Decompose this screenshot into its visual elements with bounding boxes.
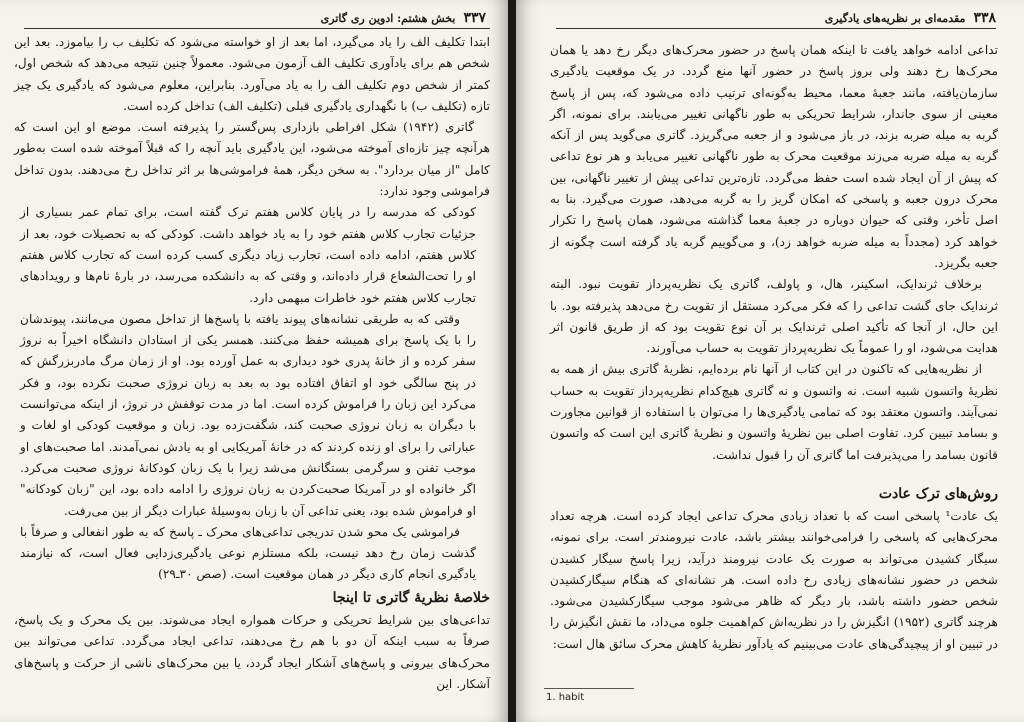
footnote: 1. habit [546,692,585,703]
left-running-header [16,8,486,28]
left-quote-1: کودکی که مدرسه را در پایان کلاس هفتم ترک گفته است، برای تمام عمر بسیاری از جزئیات تجارب کلاس هفتم خود را به یاد خواهد داشت. کودکی که به تحصیلات خود، بعد از کلاس هفتم، ادامه داده است، تجارب زیاد دیگری کسب کرده است که تجارب کلاس هفتم او را تحت‌الشعاع قرار داده‌اند، و وقتی که به دانشکده می‌رسد، در بارهٔ نام‌ها و رویدادهای تجارب کلاس هفتم خود خاطرات مبهمی دارد. [20,205,476,305]
right-paragraph-3: از نظریه‌هایی که تاکنون در این کتاب از آنها نام برده‌ایم، نظریهٔ گاتری بیش از همه به نظریهٔ واتسون شبیه است. نه واتسون و نه گاتری هیچ‌کدام نظریه‌پرداز تقویت به حساب نمی‌آیند. واتسون معتقد بود که تمامی یادگیری‌ها را می‌توان با استفاده از قوانین مجاورت و بسامد تبیین کرد. تفاوت اصلی بین نظریهٔ واتسون و نظریهٔ گاتری این است که واتسون قانون بسامد را می‌پذیرفت اما گاتری آن را قبول نداشت. [550,362,998,462]
right-paragraph-1: تداعی ادامه خواهد یافت تا اینکه همان پاسخ در حضور محرک‌های دیگر رخ دهد یا همان محرک‌ها رخ دهند ولی بروز پاسخ در حضور آنها منع گردد. در یک موقعیت یادگیری سازمان‌یافته، مانند جعبهٔ معما، محیط به‌گونه‌ای ترتیب داده می‌شود که، پس از پاسخ معینی از سوی جاندار، شرایط تحریکی به طور ناگهانی تغییر می‌یابند. برای نمونه، اگر گربه به میله ضربه بزند، در باز می‌شود و از جعبه می‌گریزد. گاتری می‌گوید پس از آنکه گربه به میله ضربه می‌زند موقعیت محرک به طور ناگهانی تغییر می‌یابد و هر نوع تداعی که پیش از آن ایجاد شده است حفظ می‌گردد. تازه‌ترین تداعی پیش از تغییر ناگهانی، بین محرک درون جعبه و پاسخی که امکان گریز را به گربه می‌دهد، صورت می‌گیرد. بنا به اصل تأخر، وقتی که حیوان دوباره در جعبهٔ معما گذاشته می‌شود، همان پاسخ را تکرار خواهد کرد (مجدداً به میله ضربه خواهد زد)، و می‌گوییم گربه یاد گرفته است چگونه از جعبه بگریزد. [550,43,998,270]
right-section-paragraph: یک عادت¹ پاسخی است که با تعداد زیادی محرک تداعی ایجاد کرده است. هرچه تعداد محرک‌هایی که پاسخی را فرامی‌خوانند بیشتر باشد، عادت نیرومندتر است. برای نمونه، سیگار کشیدن می‌تواند به صورت یک عادت نیرومند درآید، زیرا پاسخ سیگار کشیدن شخص در حضور نشانه‌های زیادی رخ داده است. هر نشانه‌ای که هنگام سیگارکشیدن شخص حضور داشته باشد، بار دیگر که ظاهر می‌شود موجب سیگارکشیدن می‌شود. هرچند گاتری (۱۹۵۲) انگیزش را در نظریه‌اش کم‌اهمیت جلوه می‌داد، ما نقش انگیزش را در تبیین او از پیچیدگی‌های عادت می‌بینیم که یادآور نظریهٔ کاهش محرک سائق هال است: [550,509,998,651]
left-page-number: ۳۳۷ [463,10,486,26]
left-page [0,0,508,722]
left-section-paragraph: تداعی‌های بین شرایط تحریکی و حرکات همواره ایجاد می‌شوند. بین یک محرک و یک پاسخ، صرفاً به سبب اینکه آن دو با هم رخ می‌دهند، تداعی ایجاد می‌گردد. تداعی می‌تواند بین محرک‌های بیرونی و پاسخ‌های آشکار ایجاد گردد، یا بین محرک‌های ناشی از حرکت و پاسخ‌های آشکار. این [14,613,490,691]
right-section-heading: روش‌های ترک عادت [878,486,998,502]
left-quote-3: فراموشی یک محو شدن تدریجی تداعی‌های محرک ـ پاسخ که به طور انفعالی و صرفاً با گذشت زمان رخ دهد نیست، بلکه مستلزم نوعی یادگیری‌زدایی فعال است، که نیازمند یادگیری انجام کاری دیگر در همان موقعیت است. (صص ۳۰ـ۲۹) [20,524,476,582]
left-quote-2: وقتی که به طریقی نشانه‌های پیوند یافته با پاسخ‌ها از تداخل مصون می‌مانند، پیوندشان را با یک پاسخ برای همیشه حفظ می‌کنند. همسر یکی از استادان دانشگاه اخیراً به نروژ سفر کرده و از خانهٔ پدری خود دیداری به عمل آورده بود. او از زمان مرگ مادربزرگش که در پنج سالگی خود او اتفاق افتاده بود به بعد به زبان نروژی صحبت نکرده بود، و فکر می‌کرد این زبان را فراموش کرده است. اما در مدت توقفش در نروژ، از اینکه می‌توانست با دیگران به زبان نروژی صحبت کند، شگفت‌زده بود. زبان و موقعیت کودکی او لغات و عباراتی را برای او زنده کردند که در خانهٔ آمریکایی او به یادش نمی‌آمدند. اما صحبت‌های او موجب تفنن و سرگرمی بستگانش می‌شد زیرا با یک زبان کودکانهٔ نروژی صحبت می‌کرد. اگر خانواده او در آمریکا صحبت‌کردن به زبان نروژی را ادامه داده بود، این "زبان کودکانه" او فراموش شده بود، یعنی تداعی آن با زبان به‌وسیلهٔ عبارات دیگر از بین می‌رفت. [20,311,476,518]
footnote-rule [544,688,634,689]
right-header-rule [556,28,996,29]
left-paragraph-2: گاتری (۱۹۴۲) شکل افراطی بازداری پس‌گستر را پذیرفته است. موضع او این است که هرآنچه چیز تازه‌ای آموخته می‌شود، این یادگیری باید آنچه را که قبلاً آموخته شده است به‌طور کامل "از میان بردارد". به سخن دیگر، همهٔ فراموشی‌ها بر اثر تداخل رخ می‌دهند. بدون تداخل فراموشی وجود ندارد: [14,120,490,199]
left-header-rule [24,28,490,29]
book-gutter [508,0,516,722]
right-body-text [550,40,998,466]
left-section-text [14,610,490,695]
left-header-title: بخش هشتم: ادوین ری گاتری [320,11,456,25]
left-body-text [14,32,490,586]
right-page-number: ۳۳۸ [973,10,996,26]
right-header-title: مقدمه‌ای بر نظریه‌های یادگیری [824,11,966,25]
left-paragraph-1: ابتدا تکلیف الف را یاد می‌گیرد، اما بعد از او خواسته می‌شود که تکلیف ب را بیاموزد. بعد این شخص هم برای یادآوری تکلیف الف آزمون می‌شود. معمولاً چنین نتیجه می‌دهد که شخص اول، کمتر از شخص دوم تکلیف الف را به یاد می‌آورد. بنابراین، معلوم می‌شود که یادگیری یک چیز تازه (تکلیف ب) با نگهداری یادگیری قبلی (تکلیف الف) تداخل کرده است. [14,35,490,113]
right-running-header [546,8,996,28]
right-page [516,0,1024,722]
right-section-text [550,506,998,655]
left-section-heading: خلاصهٔ نظریهٔ گاتری تا اینجا [332,590,490,606]
right-paragraph-2: برخلاف ثرندایک، اسکینر، هال، و پاولف، گاتری یک نظریه‌پرداز تقویت نبود. البته ثرندایک جای گشت تداعی را که فکر می‌کرد مستقل از تقویت رخ می‌دهد پذیرفته بود. با این حال، از آنجا که تأکید اصلی ثرندایک بر آن نوع تقویت بود که از طریق قانون اثر هدایت می‌شود، او را عموماً یک نظریه‌پرداز تقویت به حساب می‌آورند. [550,277,998,356]
